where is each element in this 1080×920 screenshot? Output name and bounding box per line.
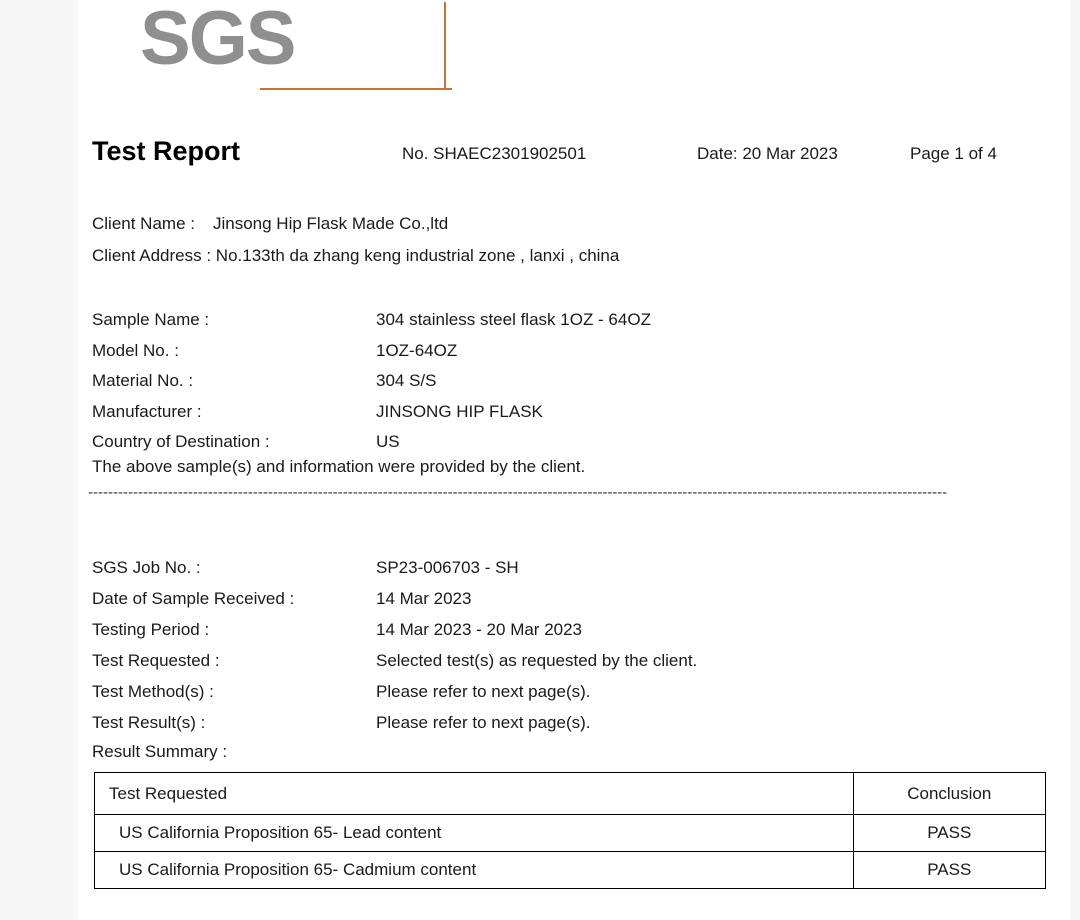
sample-name-row [92, 305, 992, 336]
sgs-job-no-label: SGS Job No. : [92, 558, 201, 577]
report-number: No. SHAEC2301902501 [402, 144, 587, 163]
sgs-logo [140, 0, 470, 100]
test-methods-label: Test Method(s) : [92, 682, 214, 701]
logo-horizontal-rule [260, 88, 452, 90]
client-name-row [92, 208, 619, 240]
page-right-margin [1070, 0, 1080, 920]
testing-period-label: Testing Period : [92, 620, 210, 639]
material-no-value: 304 S/S [376, 371, 437, 390]
dashed-separator: ---------------------------------------------------------------------------------------------------------------------------------------------------------------------------- [88, 484, 948, 501]
model-no-label: Model No. : [92, 340, 179, 360]
sample-info-block [92, 305, 992, 458]
test-results-label: Test Result(s) : [92, 713, 206, 732]
country-of-destination-value: US [376, 432, 400, 451]
date-received-row [92, 583, 992, 614]
page-title: Test Report [92, 136, 241, 166]
manufacturer-row [92, 397, 992, 428]
client-name-value: Jinsong Hip Flask Made Co.,ltd [212, 214, 449, 233]
material-no-label: Material No. : [92, 371, 194, 390]
model-no-row [92, 336, 992, 367]
job-info-block [92, 552, 992, 738]
testing-period-row [92, 614, 992, 645]
test-methods-value: Please refer to next page(s). [376, 682, 591, 701]
sgs-logo-text: SGS [140, 0, 295, 81]
test-methods-row [92, 676, 992, 707]
manufacturer-value: JINSONG HIP FLASK [376, 401, 543, 421]
test-requested-row [92, 645, 992, 676]
test-results-value: Please refer to next page(s). [376, 713, 591, 732]
sample-name-label: Sample Name : [92, 310, 210, 329]
model-no-value: 1OZ-64OZ [376, 340, 458, 360]
date-received-value: 14 Mar 2023 [376, 589, 472, 608]
sgs-job-no-row [92, 552, 992, 583]
result-summary-table [94, 772, 1046, 889]
page-left-margin [0, 0, 78, 920]
test-requested-value: Selected test(s) as requested by the client. [376, 651, 698, 670]
client-info-block [92, 208, 619, 272]
country-of-destination-row [92, 427, 992, 458]
country-of-destination-label: Country of Destination : [92, 432, 270, 451]
test-results-row [92, 707, 992, 738]
conclusion-cell: PASS [853, 852, 1045, 889]
column-header-test-requested: Test Requested [95, 773, 854, 815]
test-requested-label: Test Requested : [92, 651, 220, 670]
manufacturer-label: Manufacturer : [92, 401, 202, 421]
date-received-label: Date of Sample Received : [92, 589, 295, 608]
client-address-row [92, 240, 619, 272]
client-address-value: No.133th da zhang keng industrial zone , lanxi , china [215, 246, 620, 265]
test-name-cell: US California Proposition 65- Lead content [95, 815, 854, 852]
report-header-row [92, 136, 1068, 176]
result-summary-heading: Result Summary : [92, 742, 228, 761]
test-name-cell: US California Proposition 65- Cadmium content [95, 852, 854, 889]
sample-name-value: 304 stainless steel flask 1OZ - 64OZ [376, 310, 651, 329]
testing-period-value: 14 Mar 2023 - 20 Mar 2023 [376, 620, 583, 639]
logo-vertical-rule [444, 2, 446, 90]
report-date: Date: 20 Mar 2023 [697, 144, 838, 163]
client-name-label: Client Name : [92, 214, 195, 233]
table-header-row [95, 773, 1046, 815]
sample-provided-note: The above sample(s) and information were provided by the client. [92, 457, 586, 476]
material-no-row [92, 366, 992, 397]
page-number: Page 1 of 4 [910, 144, 997, 163]
conclusion-cell: PASS [853, 815, 1045, 852]
client-address-label: Client Address : [92, 246, 212, 265]
table-row [95, 815, 1046, 852]
table-row [95, 852, 1046, 889]
sgs-job-no-value: SP23-006703 - SH [376, 558, 519, 577]
column-header-conclusion: Conclusion [853, 773, 1045, 815]
